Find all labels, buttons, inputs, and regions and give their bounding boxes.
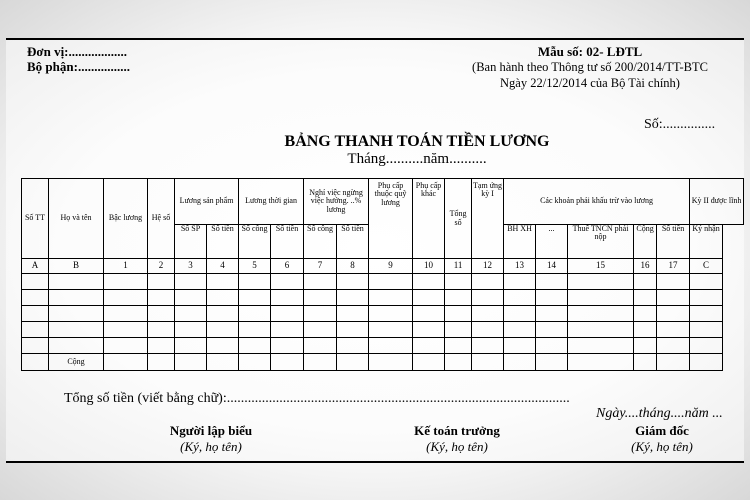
column-index-cell: B [49, 259, 104, 274]
column-index-cell: 2 [148, 259, 175, 274]
header-allowance-other: Phụ cấp khác [413, 179, 445, 259]
column-index-cell: 17 [657, 259, 690, 274]
column-index-cell: 1 [104, 259, 148, 274]
header-pit: Thuế TNCN phải nộp [568, 225, 634, 259]
table-cell[interactable] [369, 322, 413, 338]
table-cell[interactable] [304, 338, 337, 354]
table-cell[interactable] [369, 338, 413, 354]
issued-date: Ngày 22/12/2014 của Bộ Tài chính) [500, 76, 680, 90]
header-so-cong: Số công [239, 225, 271, 259]
payroll-table [21, 178, 744, 371]
table-cell[interactable] [175, 290, 207, 306]
table-cell[interactable] [657, 322, 690, 338]
table-cell [413, 354, 445, 371]
table-cell[interactable] [148, 322, 175, 338]
total-row [22, 354, 744, 371]
column-index-cell: 8 [337, 259, 369, 274]
column-index-cell: 3 [175, 259, 207, 274]
table-cell[interactable] [504, 338, 536, 354]
table-cell [445, 354, 472, 371]
table-cell[interactable] [369, 274, 413, 290]
header-stt: Số TT [22, 179, 49, 259]
table-row [22, 322, 744, 338]
column-index-cell: 11 [445, 259, 472, 274]
header-ky-nhan: Ký nhận [690, 225, 723, 259]
table-cell[interactable] [148, 290, 175, 306]
header-so-cong: Số công [304, 225, 337, 259]
column-index-cell: 14 [536, 259, 568, 274]
table-cell[interactable] [104, 306, 148, 322]
table-cell[interactable] [690, 290, 723, 306]
header-deductions: Các khoản phải khấu trừ vào lương [504, 179, 690, 225]
column-index-cell: A [22, 259, 49, 274]
total-row-label: Cộng [49, 354, 104, 371]
unit-line: Đơn vị:.................. [27, 44, 128, 59]
table-cell[interactable] [49, 274, 104, 290]
header-so-tien: Số tiền [271, 225, 304, 259]
header-bhxh: BH XH [504, 225, 536, 259]
table-cell[interactable] [271, 306, 304, 322]
header-name: Họ và tên [49, 179, 104, 259]
header-so-sp: Số SP [175, 225, 207, 259]
table-cell[interactable] [472, 322, 504, 338]
table-cell[interactable] [337, 306, 369, 322]
table-cell[interactable] [175, 338, 207, 354]
table-cell[interactable] [413, 274, 445, 290]
table-cell[interactable] [304, 274, 337, 290]
table-cell[interactable] [22, 290, 49, 306]
signer-preparer-note: (Ký, họ tên) [180, 439, 242, 454]
table-cell[interactable] [413, 290, 445, 306]
table-cell[interactable] [207, 274, 239, 290]
signer-accountant-title: Kế toán trưởng [414, 423, 500, 438]
table-cell [271, 354, 304, 371]
department-line: Bộ phận:................ [27, 59, 130, 74]
table-cell[interactable] [207, 290, 239, 306]
table-cell[interactable] [304, 306, 337, 322]
table-cell[interactable] [271, 322, 304, 338]
header-so-tien: Số tiền [207, 225, 239, 259]
table-cell[interactable] [148, 338, 175, 354]
column-index-cell: 7 [304, 259, 337, 274]
column-index-cell: 12 [472, 259, 504, 274]
table-cell [536, 354, 568, 371]
table-cell[interactable] [369, 306, 413, 322]
table-cell[interactable] [634, 306, 657, 322]
column-index-row [22, 259, 744, 274]
header-cong: Cộng [634, 225, 657, 259]
header-allowance-fund: Phụ cấp thuộc quỹ lương [369, 179, 413, 259]
header-product-salary: Lương sản phẩm [175, 179, 239, 225]
table-cell[interactable] [568, 274, 634, 290]
table-cell[interactable] [536, 306, 568, 322]
table-cell[interactable] [22, 322, 49, 338]
table-cell[interactable] [49, 290, 104, 306]
table-cell [634, 354, 657, 371]
table-cell [472, 354, 504, 371]
table-cell[interactable] [207, 306, 239, 322]
table-cell[interactable] [413, 322, 445, 338]
table-cell[interactable] [536, 290, 568, 306]
table-cell[interactable] [536, 274, 568, 290]
table-cell[interactable] [445, 306, 472, 322]
column-index-cell: 13 [504, 259, 536, 274]
amount-in-words: Tổng số tiền (viết bằng chữ):.................................................................................................. [64, 391, 570, 406]
table-cell[interactable] [445, 322, 472, 338]
header-leave: Nghỉ việc ngừng việc hưởng. ..% lương [304, 179, 369, 225]
table-cell [369, 354, 413, 371]
table-cell [657, 354, 690, 371]
table-cell[interactable] [22, 306, 49, 322]
table-cell[interactable] [337, 338, 369, 354]
column-index-cell: C [690, 259, 723, 274]
table-cell[interactable] [22, 338, 49, 354]
column-index-cell: 5 [239, 259, 271, 274]
table-cell[interactable] [472, 290, 504, 306]
table-cell[interactable] [304, 290, 337, 306]
signer-director-title: Giám đốc [635, 423, 689, 438]
table-cell[interactable] [634, 290, 657, 306]
table-cell[interactable] [271, 338, 304, 354]
table-cell[interactable] [304, 322, 337, 338]
document-number: Số:............... [644, 117, 716, 132]
signer-director-note: (Ký, họ tên) [631, 439, 693, 454]
table-cell[interactable] [504, 306, 536, 322]
table-cell[interactable] [536, 338, 568, 354]
table-cell[interactable] [239, 306, 271, 322]
table-cell [148, 354, 175, 371]
table-cell[interactable] [175, 322, 207, 338]
column-index-cell: 15 [568, 259, 634, 274]
table-cell[interactable] [22, 274, 49, 290]
table-cell [568, 354, 634, 371]
table-cell [175, 354, 207, 371]
table-row [22, 274, 744, 290]
table-cell[interactable] [690, 322, 723, 338]
table-cell[interactable] [657, 338, 690, 354]
column-index-cell: 9 [369, 259, 413, 274]
table-cell[interactable] [337, 322, 369, 338]
table-cell[interactable] [690, 338, 723, 354]
table-cell[interactable] [207, 322, 239, 338]
header-advance: Tạm ứng kỳ I [472, 179, 504, 259]
table-cell[interactable] [472, 274, 504, 290]
table-cell[interactable] [148, 274, 175, 290]
table-cell[interactable] [536, 322, 568, 338]
table-cell[interactable] [445, 290, 472, 306]
header-period2: Kỳ II được lĩnh [690, 179, 744, 225]
header-ellipsis: ... [536, 225, 568, 259]
table-cell[interactable] [148, 306, 175, 322]
table-cell[interactable] [239, 290, 271, 306]
table-cell[interactable] [413, 306, 445, 322]
table-cell[interactable] [104, 338, 148, 354]
table-cell [690, 354, 723, 371]
table-cell[interactable] [271, 274, 304, 290]
table-cell[interactable] [634, 322, 657, 338]
table-cell[interactable] [504, 274, 536, 290]
table-cell [104, 354, 148, 371]
table-cell[interactable] [690, 306, 723, 322]
column-index-cell: 16 [634, 259, 657, 274]
header-so-tien: Số tiền [657, 225, 690, 259]
table-cell[interactable] [49, 338, 104, 354]
table-row [22, 290, 744, 306]
table-cell[interactable] [568, 290, 634, 306]
table-cell[interactable] [568, 338, 634, 354]
table-cell[interactable] [175, 306, 207, 322]
table-cell[interactable] [634, 338, 657, 354]
table-cell [337, 354, 369, 371]
table-cell[interactable] [49, 322, 104, 338]
table-cell[interactable] [337, 290, 369, 306]
column-index-cell: 4 [207, 259, 239, 274]
table-cell[interactable] [369, 290, 413, 306]
table-cell[interactable] [239, 322, 271, 338]
table-cell[interactable] [175, 274, 207, 290]
header-grade: Bậc lương [104, 179, 148, 259]
table-cell[interactable] [337, 274, 369, 290]
form-number: Mẫu số: 02- LĐTL [537, 44, 643, 59]
issued-by: (Ban hành theo Thông tư số 200/2014/TT-BTC [472, 60, 708, 74]
table-cell[interactable] [104, 290, 148, 306]
table-cell [304, 354, 337, 371]
table-cell[interactable] [657, 306, 690, 322]
table-cell[interactable] [445, 338, 472, 354]
table-cell[interactable] [104, 274, 148, 290]
header-coefficient: Hệ số [148, 179, 175, 259]
table-cell[interactable] [239, 274, 271, 290]
table-cell[interactable] [271, 290, 304, 306]
document-subtitle: Tháng..........năm.......... [347, 151, 487, 167]
table-row [22, 306, 744, 322]
table-cell[interactable] [104, 322, 148, 338]
table-cell [207, 354, 239, 371]
signer-preparer-title: Người lập biểu [169, 423, 253, 438]
table-cell[interactable] [239, 338, 271, 354]
column-index-cell: 6 [271, 259, 304, 274]
table-cell[interactable] [504, 322, 536, 338]
table-cell[interactable] [504, 290, 536, 306]
column-index-cell: 10 [413, 259, 445, 274]
table-cell[interactable] [568, 306, 634, 322]
table-row [22, 338, 744, 354]
table-cell[interactable] [657, 290, 690, 306]
table-cell[interactable] [472, 306, 504, 322]
header-so-tien: Số tiền [337, 225, 369, 259]
signer-accountant-note: (Ký, họ tên) [426, 439, 488, 454]
date-line: Ngày....tháng....năm ... [596, 406, 723, 421]
table-cell[interactable] [413, 338, 445, 354]
table-cell[interactable] [657, 274, 690, 290]
table-cell[interactable] [472, 338, 504, 354]
table-cell[interactable] [207, 338, 239, 354]
table-cell[interactable] [690, 274, 723, 290]
table-cell [239, 354, 271, 371]
header-total: Tổng số [445, 179, 472, 259]
table-cell[interactable] [568, 322, 634, 338]
table-cell[interactable] [49, 306, 104, 322]
table-cell [504, 354, 536, 371]
table-cell[interactable] [634, 274, 657, 290]
document-title: BẢNG THANH TOÁN TIỀN LƯƠNG [284, 133, 550, 150]
table-cell [22, 354, 49, 371]
header-time-salary: Lương thời gian [239, 179, 304, 225]
table-cell[interactable] [445, 274, 472, 290]
